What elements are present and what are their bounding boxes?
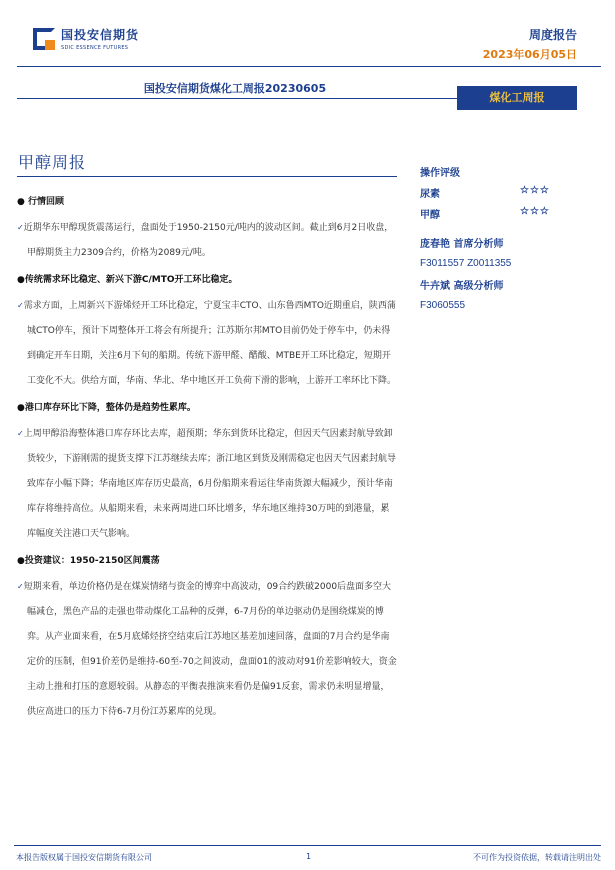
header-divider	[17, 66, 601, 67]
rating-stars: ☆☆☆	[520, 206, 550, 217]
rating-label: 操作评级	[420, 168, 460, 179]
analyst-cert: F3011557 Z0011355	[420, 258, 512, 269]
rating-product: 甲醇	[420, 210, 440, 221]
check-icon: ✓	[17, 429, 24, 438]
page-number: 1	[306, 852, 312, 861]
rating-stars: ☆☆☆	[520, 185, 550, 196]
logo-text-cn: 国投安信期货	[61, 28, 140, 42]
rating-row	[420, 185, 590, 200]
check-icon: ✓	[17, 301, 24, 310]
report-title: 国投安信期货煤化工周报20230605	[143, 82, 327, 95]
sidebar	[420, 164, 590, 311]
footer-disclaimer: 不可作为投资依据，转载请注明出处	[473, 853, 601, 862]
section-divider	[17, 176, 397, 177]
section-heading: ● 行情回顾	[17, 197, 64, 207]
paragraph: ✓需求方面，上周新兴下游烯烃开工环比稳定，宁夏宝丰CTO、山东鲁西MTO近期重启，陕西蒲城CTO停车，预计下周整体开工将会有所提升；江苏斯尔邦MTO目前仍处于停车中，仍未得到确定开车日期，关注6月下旬的船期。传统下游甲醛、醋酸、MTBE开工环比稳定，短期开工变化不大。供给方面，华南、华北、华中地区开工负荷下滑的影响，上游开工率环比下降。	[17, 301, 397, 386]
footer-copyright: 本报告版权属于国投安信期货有限公司	[16, 853, 152, 862]
report-category-tag: 煤化工周报	[457, 86, 577, 110]
logo-mark-icon	[33, 28, 55, 50]
section-market-review	[17, 194, 397, 266]
section-heading: ●港口库存环比下降，整体仍是趋势性累库。	[17, 403, 196, 413]
main-content	[17, 194, 397, 731]
check-icon: ✓	[17, 223, 24, 232]
rating-row	[420, 206, 590, 221]
section-investment-advice	[17, 553, 397, 725]
analyst-title: 牛卉斌 高级分析师	[420, 281, 504, 292]
paragraph: ✓上周甲醇沿海整体港口库存环比去库，超预期；华东到货环比稳定，但因天气因素封航导致卸货较少，下游刚需的提货支撑下江苏继续去库；浙江地区到货及刚需稳定也因天气因素封航导致库存小幅下降；华南地区库存历史最高，6月份船期来看运往华南货源大幅减少，预计华南库存将维持高位。从船期来看，未来两周进口环比增多，华东地区维持30万吨的到港量，累库幅度关注港口天气影响。	[17, 429, 397, 539]
report-type: 周度报告	[528, 28, 577, 42]
section-heading: ●投资建议：1950-2150区间震荡	[17, 556, 160, 566]
company-logo	[33, 26, 139, 51]
paragraph: ✓近期华东甲醇现货震荡运行，盘面处于1950-2150元/吨内的波动区间。截止到6月2日收盘，甲醇期货主力2309合约，价格为2089元/吨。	[17, 223, 394, 258]
analyst-title: 庞春艳 首席分析师	[420, 239, 504, 250]
banner-divider	[17, 98, 457, 99]
section-title: 甲醇周报	[18, 153, 87, 172]
rating-product: 尿素	[420, 189, 440, 200]
check-icon: ✓	[17, 582, 24, 591]
section-heading: ●传统需求环比稳定、新兴下游C/MTO开工环比稳定。	[17, 275, 238, 285]
report-date: 2023年06月05日	[482, 48, 577, 61]
paragraph: ✓短期来看，单边价格仍是在煤炭情绪与资金的博弈中高波动，09合约跌破2000后盘面多空大幅减仓，黑色产品的走强也带动煤化工品种的反弹，6-7月份的单边驱动仍是围绕煤炭的博弈。从产业面来看，在5月底烯烃挤空结束后江苏地区基差加速回落，盘面的7月合约是华南定价的压制，但91价差仍是维持-60至-70之间波动，盘面01的波动对91价差影响较大，资金主动上推和打压的意愿较弱。从静态的平衡表推演来看仍是偏91反套，需求仍未明显增量，供应高进口的压力下待6-7月份江苏累库的兑现。	[17, 582, 397, 717]
section-inventory	[17, 400, 397, 547]
logo-text-en: SDIC ESSENCE FUTURES	[61, 45, 129, 51]
section-demand	[17, 272, 397, 394]
analyst-cert: F3060555	[420, 300, 466, 311]
footer-divider	[14, 845, 601, 846]
